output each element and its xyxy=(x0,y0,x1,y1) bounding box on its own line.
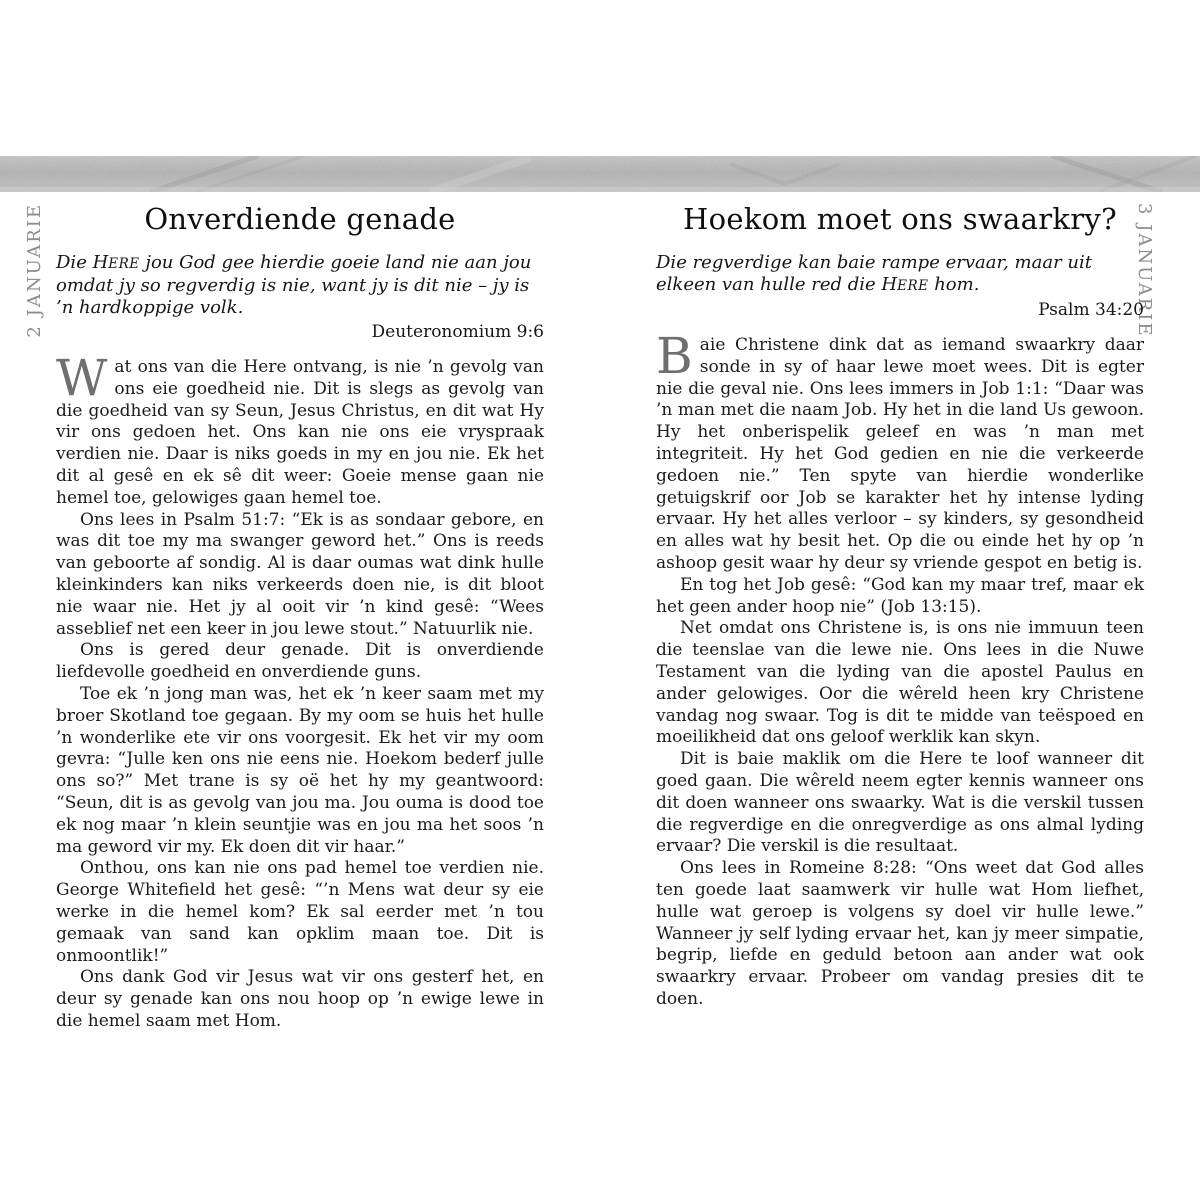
left-page-title: Onverdiende genade xyxy=(144,202,456,236)
paragraph: Onthou, ons kan nie ons pad hemel toe verdien nie. George Whitefield het gesê: “’n Mens wat deur sy eie werke in die hemel kom? Ek sal eerder met ’n tou gemaak van sand kan opklim maan toe. Dit is onmoontlik!” xyxy=(56,858,544,966)
left-paragraphs xyxy=(56,510,544,1033)
right-page xyxy=(656,200,1144,1011)
decorative-band xyxy=(0,156,1200,192)
left-day-label: 2 JANUARIE xyxy=(24,203,45,338)
paragraph: Toe ek ’n jong man was, het ek ’n keer saam met my broer Skotland toe gegaan. By my oom se huis het hulle ’n wonderlike ete vir ons voorgesit. Ek het vir my oom gevra: “Julle ken ons nie eens nie. Hoekom bederf julle ons so?” Met trane is sy oë het hy my geantwoord: “Seun, dit is as gevolg van jou ma. Jou ouma is dood toe ek nog maar ’n klein seuntjie was en jou ma het soos ’n ma geword vir my. Ek doen dit vir haar.” xyxy=(56,683,544,857)
paragraph: Ons is gered deur genade. Dit is onverdiende liefdevolle goedheid en onverdiende guns. xyxy=(56,640,544,683)
right-dropcap: B xyxy=(656,327,693,385)
paragraph: Net omdat ons Christene is, is ons nie immuun teen die teenslae van die lewe nie. Ons lees in die Nuwe Testament van die lyding van die apostel Paulus en ander gelowiges. Oor die wêreld heen kry Christene vandag nog swaar. Tog is dit te midde van teëspoed en moeilikheid dat ons geloof werklik kan skyn. xyxy=(656,618,1144,748)
right-scripture-reference: Psalm 34:20 xyxy=(1038,300,1144,320)
right-body-text xyxy=(656,327,1144,1011)
right-page-title: Hoekom moet ons swaarkry? xyxy=(683,202,1117,236)
left-first-paragraph xyxy=(56,349,544,510)
right-first-paragraph-text: aie Christene dink dat as iemand swaarkry daar sonde in sy of haar lewe moet wees. Dit is egter nie die geval nie. Ons lees immers in Job 1:1: “Daar was ’n man met die naam Job. Hy het in die land Us gewoon. Hy het onberispelik geleef en was ’n man met integriteit. Hy het God gedien en nie die verkeerde gedoen nie.” Ten spyte van hierdie wonderlike getuigskrif oor Job se karakter het hy intense lyding ervaar. Hy het alles verloor – sy kinders, sy gesondheid en alles wat hy besit het. Op die ou einde het hy op ’n ashoop gesit waar hy deur sy vriende gespot en betig is. xyxy=(656,335,1144,573)
left-dropcap: W xyxy=(56,349,108,407)
band-texture xyxy=(0,156,1200,192)
right-paragraphs xyxy=(656,575,1144,1011)
paragraph: Dit is baie maklik om die Here te loof wanneer dit goed gaan. Die wêreld neem egter kennis wanneer ons dit doen wanneer ons swaarky. Wat is die verskil tussen die regverdige en die onregverdige as ons almal lyding ervaar? Die verskil is die resultaat. xyxy=(656,749,1144,857)
right-day-label: 3 JANUARIE xyxy=(1134,203,1155,338)
right-scripture-quote: Die regverdige kan baie rampe ervaar, maar uit elkeen van hulle red die HERE hom. xyxy=(656,252,1092,295)
right-first-paragraph xyxy=(656,327,1144,575)
left-scripture-reference: Deuteronomium 9:6 xyxy=(371,322,544,342)
paragraph: En tog het Job gesê: “God kan my maar tref, maar ek het geen ander hoop nie” (Job 13:15). xyxy=(656,574,1144,617)
left-page xyxy=(56,200,544,1033)
paragraph: Ons dank God vir Jesus wat vir ons gesterf het, en deur sy genade kan ons nou hoop op ’n ewige lewe in die hemel saam met Hom. xyxy=(56,967,544,1031)
paragraph: Ons lees in Psalm 51:7: “Ek is as sondaar gebore, en was dit toe my ma swanger geword het.” Ons is reeds van geboorte af sondig. Al is daar oumas wat dink hulle kleinkinders kan niks verkeerds doen nie, is dit bloot nie waar nie. Het jy al ooit vir ’n kind gesê: “Wees asseblief net een keer in jou lewe stout.” Natuurlik nie. xyxy=(56,509,544,639)
left-first-paragraph-text: at ons van die Here ontvang, is nie ’n gevolg van ons eie goedheid nie. Dit is slegs as gevolg van die goedheid van sy Seun, Jesus Christus, en dit wat Hy vir ons gedoen het. Ons kan nie ons eie vryspraak verdien nie. Daar is niks goeds in my en jou nie. Ek het dit al gesê en ek sê dit weer: Goeie mense gaan nie hemel toe, gelowiges gaan hemel toe. xyxy=(56,357,544,508)
paragraph: Ons lees in Romeine 8:28: “Ons weet dat God alles ten goede laat saamwerk vir hulle wat Hom liefhet, hulle wat geroep is volgens sy doel vir hulle lewe.” Wanneer jy self lyding ervaar het, kan jy meer simpatie, begrip, liefde en geduld betoon aan ander wat ook swaarkry ervaar. Probeer om vandag presies dit te doen. xyxy=(656,858,1144,1009)
left-scripture-quote: Die HERE jou God gee hierdie goeie land nie aan jou omdat jy so regverdig is nie, want jy is dit nie – jy is ’n hardkoppige volk. xyxy=(56,252,532,318)
left-body-text xyxy=(56,349,544,1033)
